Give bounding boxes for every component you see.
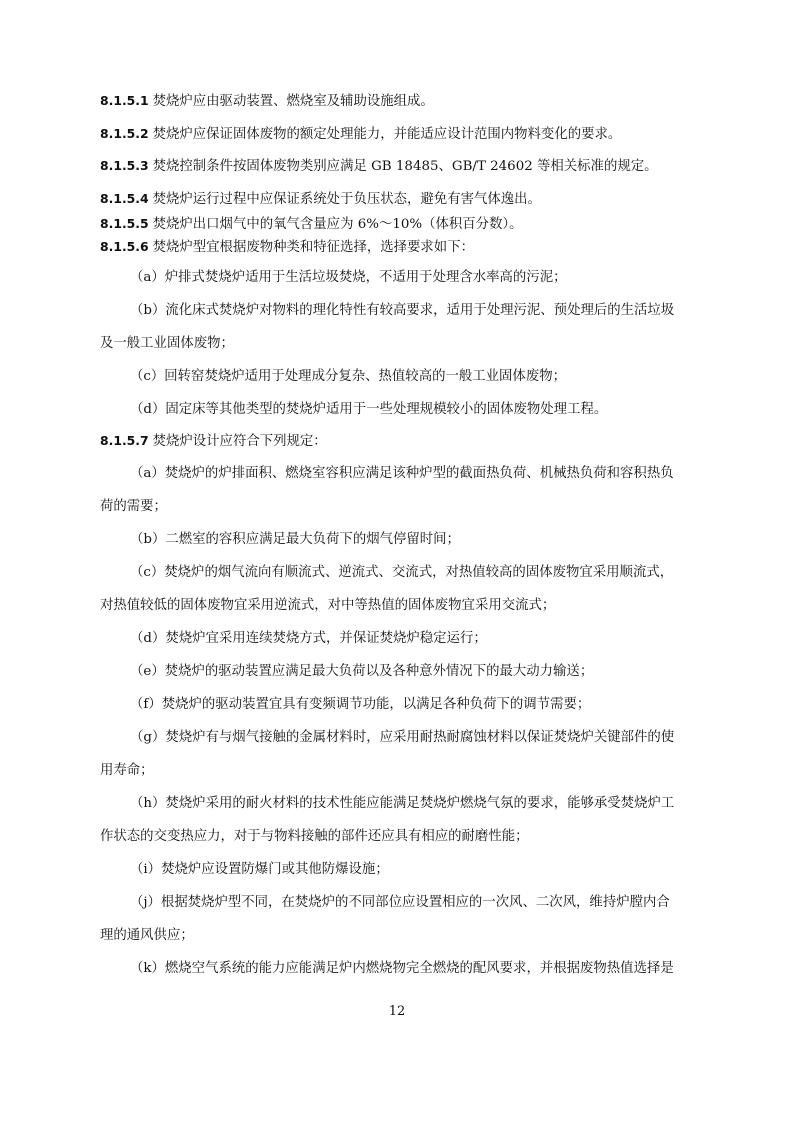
clause-number: 8.1.5.6 bbox=[100, 239, 149, 254]
clause-number: 8.1.5.4 bbox=[100, 191, 149, 206]
list-item: （c）回转窑焚烧炉适用于处理成分复杂、热值较高的一般工业固体废物； bbox=[130, 369, 566, 384]
clause-text: 焚烧炉运行过程中应保证系统处于负压状态，避免有害气体逸出。 bbox=[152, 192, 541, 207]
clause-8-1-5-7 bbox=[100, 428, 698, 454]
clause-text: 焚烧炉应由驱动装置、燃烧室及辅助设施组成。 bbox=[152, 94, 434, 109]
list-item: （k）燃烧空气系统的能力应能满足炉内燃烧物完全燃烧的配风要求，并根据废物热值选择是 bbox=[130, 961, 674, 976]
page-number: 12 bbox=[388, 1004, 406, 1019]
list-item: （d）固定床等其他类型的焚烧炉适用于一些处理规模较小的固体废物处理工程。 bbox=[130, 402, 608, 417]
clause-8-1-5-6 bbox=[100, 235, 698, 258]
clause-8-1-5-5 bbox=[100, 212, 698, 235]
list-item: （a）炉排式焚烧炉适用于生活垃圾焚烧，不适用于处理含水率高的污泥； bbox=[130, 270, 567, 285]
clause-text: 焚烧炉型宜根据废物种类和特征选择，选择要求如下： bbox=[152, 240, 474, 255]
list-item: （i）焚烧炉应设置防爆门或其他防爆设施； bbox=[130, 862, 389, 877]
clause-text: 焚烧炉设计应符合下列规定： bbox=[152, 434, 327, 449]
list-item: （e）焚烧炉的驱动装置应满足最大负荷以及各种意外情况下的最大动力输送； bbox=[130, 664, 594, 679]
clause-8-1-5-3 bbox=[100, 153, 698, 179]
clause-text: 焚烧炉出口烟气中的氧气含量应为 6%～10%（体积百分数）。 bbox=[152, 217, 523, 232]
clause-8-1-5-1 bbox=[100, 88, 698, 114]
clause-number: 8.1.5.2 bbox=[100, 126, 149, 141]
clause-8-1-5-4 bbox=[100, 186, 698, 212]
list-item-continuation: 及一般工业固体废物； bbox=[100, 336, 234, 351]
list-item: （d）焚烧炉宜采用连续焚烧方式，并保证焚烧炉稳定运行； bbox=[130, 631, 487, 646]
list-item: （f）焚烧炉的驱动装置宜具有变频调节功能，以满足各种负荷下的调节需要； bbox=[130, 697, 591, 712]
list-item-continuation: 用寿命； bbox=[100, 763, 154, 778]
list-item-continuation: 理的通风供应； bbox=[100, 928, 194, 943]
list-item: （a）焚烧炉的炉排面积、燃烧室容积应满足该种炉型的截面热负荷、机械热负荷和容积热负 bbox=[130, 466, 674, 481]
list-item: （j）根据焚烧炉型不同，在焚烧炉的不同部位应设置相应的一次风、二次风，维持炉膛内合 bbox=[130, 895, 670, 910]
list-item: （b）流化床式焚烧炉对物料的理化特性有较高要求，适用于处理污泥、预处理后的生活垃圾 bbox=[130, 303, 675, 318]
clause-text: 焚烧控制条件按固体废物类别应满足 GB 18485、GB/T 24602 等相关标准的规定。 bbox=[152, 159, 658, 174]
list-item: （h）焚烧炉采用的耐火材料的技术性能应能满足焚烧炉燃烧气氛的要求，能够承受焚烧炉工 bbox=[130, 796, 675, 811]
clause-number: 8.1.5.7 bbox=[100, 433, 149, 448]
clause-number: 8.1.5.3 bbox=[100, 158, 149, 173]
list-item: （g）焚烧炉有与烟气接触的金属材料时，应采用耐热耐腐蚀材料以保证焚烧炉关键部件的使 bbox=[130, 730, 675, 745]
clause-number: 8.1.5.5 bbox=[100, 216, 149, 231]
list-item-continuation: 荷的需要； bbox=[100, 499, 167, 514]
clause-number: 8.1.5.1 bbox=[100, 93, 149, 108]
list-item: （b）二燃室的容积应满足最大负荷下的烟气停留时间； bbox=[130, 532, 460, 547]
list-item-continuation: 对热值较低的固体废物宜采用逆流式，对中等热值的固体废物宜采用交流式； bbox=[100, 598, 556, 613]
clause-8-1-5-2 bbox=[100, 121, 698, 147]
document-body bbox=[100, 88, 698, 982]
list-item-continuation: 作状态的交变热应力，对于与物料接触的部件还应具有相应的耐磨性能； bbox=[100, 829, 529, 844]
list-item: （c）焚烧炉的烟气流向有顺流式、逆流式、交流式，对热值较高的固体废物宜采用顺流式， bbox=[130, 565, 674, 580]
clause-text: 焚烧炉应保证固体废物的额定处理能力，并能适应设计范围内物料变化的要求。 bbox=[152, 127, 622, 142]
